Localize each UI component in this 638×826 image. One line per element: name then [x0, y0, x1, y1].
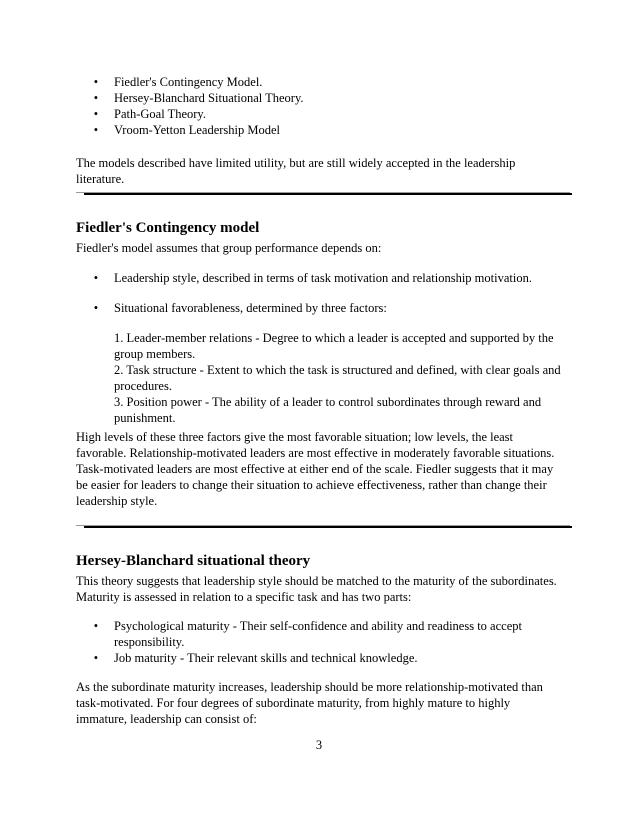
list-item-text: Job maturity - Their relevant skills and technical knowledge. — [114, 651, 418, 665]
list-item-text: Psychological maturity - Their self-confidence and ability and readiness to accept responsibility. — [114, 619, 522, 649]
list-item — [76, 618, 546, 650]
factor-item: 1. Leader-member relations - Degree to which a leader is accepted and supported by the group members. — [114, 331, 554, 361]
fiedler-lead-text: Fiedler's model assumes that group performance depends on: — [76, 241, 382, 255]
fiedler-factors — [76, 330, 562, 426]
fiedler-bullet-2 — [76, 300, 576, 316]
factor-item: 3. Position power - The ability of a leader to control subordinates through reward and punishment. — [114, 395, 542, 425]
bullet-icon: • — [93, 619, 99, 633]
bullet-icon: • — [93, 75, 99, 89]
list-item — [76, 74, 576, 90]
list-item — [76, 106, 576, 122]
section-divider — [76, 525, 572, 528]
list-item — [76, 90, 576, 106]
hersey-closing-text: As the subordinate maturity increases, leadership should be more relationship-motivated than task-motivated. For four degrees of subordinate maturity, from highly mature to highly immature, leadership can consist of: — [76, 680, 543, 726]
bullet-icon: • — [93, 651, 99, 665]
section-heading-hersey: Hersey-Blanchard situational theory — [76, 553, 311, 569]
bullet-icon: • — [93, 271, 99, 285]
section-heading-fiedler: Fiedler's Contingency model — [76, 220, 260, 236]
list-item-text: Leadership style, described in terms of task motivation and relationship motivation. — [114, 271, 532, 285]
list-item-text: Fiedler's Contingency Model. — [114, 75, 263, 89]
list-item-text: Vroom-Yetton Leadership Model — [114, 123, 281, 137]
page-number: 3 — [315, 738, 323, 752]
hersey-lead-text: This theory suggests that leadership style should be matched to the maturity of the subordinates. Maturity is assessed in relation to a specific task and has two parts: — [76, 574, 557, 604]
list-item-text: Situational favorableness, determined by three factors: — [114, 301, 387, 315]
section-divider — [76, 192, 572, 195]
list-item — [76, 300, 576, 316]
intro-paragraph — [76, 155, 546, 187]
bullet-icon: • — [93, 91, 99, 105]
fiedler-bullet-1 — [76, 270, 576, 286]
factor-item: 2. Task structure - Extent to which the task is structured and defined, with clear goals and procedures. — [114, 363, 561, 393]
intro-text: The models described have limited utility, but are still widely accepted in the leadership literature. — [76, 156, 516, 186]
list-item-text: Hersey-Blanchard Situational Theory. — [114, 91, 304, 105]
list-item-text: Path-Goal Theory. — [114, 107, 206, 121]
hersey-lead — [76, 573, 566, 605]
hersey-heading-block — [76, 552, 576, 570]
list-item — [76, 650, 546, 666]
list-item — [76, 122, 576, 138]
bullet-icon: • — [93, 301, 99, 315]
fiedler-lead — [76, 240, 576, 256]
fiedler-heading-block — [76, 219, 576, 237]
models-list — [76, 74, 576, 138]
hersey-bullets — [76, 618, 546, 666]
bullet-icon: • — [93, 107, 99, 121]
fiedler-summary — [76, 429, 560, 509]
list-item — [76, 270, 576, 286]
fiedler-summary-text: High levels of these three factors give the most favorable situation; low levels, the least favorable. Relationship-motivated leaders are most effective in moderately favorable situations. Task-motivated leaders are most effective at either end of the scale. Fiedler suggests that it may be easier for leaders to change their situation to achieve effectiveness, rather than change their leadership style. — [76, 430, 555, 508]
hersey-closing — [76, 679, 554, 727]
bullet-icon: • — [93, 123, 99, 137]
